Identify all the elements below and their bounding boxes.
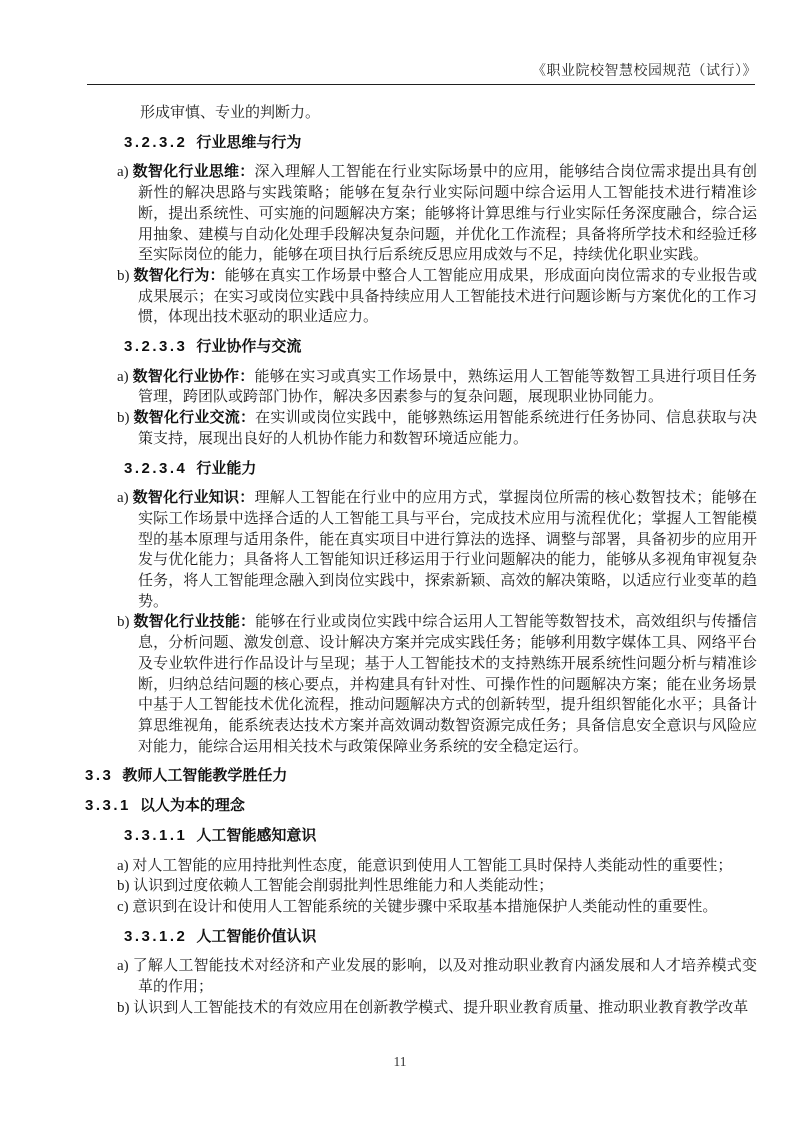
list-marker: b) [117, 999, 134, 1016]
list-item-b: b) 认识到过度依赖人工智能会削弱批判性思维能力和人类能动性； [117, 878, 554, 895]
heading-number: 3.3.1.1 [124, 826, 188, 844]
list-item-c: c) 意识到在设计和使用人工智能系统的关键步骤中采取基本措施保护人类能动性的重要性。 [117, 898, 718, 915]
item-lead-label: 数智化行业知识： [132, 489, 255, 507]
item-lead-label: 数智化行业技能： [133, 613, 256, 631]
item-lead-label: 数智化行业交流： [133, 409, 256, 427]
header-title: 《职业院校智慧校园规范（试行）》 [532, 64, 757, 79]
section-heading-3-3-1-2 [124, 927, 757, 948]
item-lead-label: 数智化行为： [133, 266, 225, 284]
list-marker: b) [117, 267, 134, 284]
list-item-a: a) 数智化行业思维：深入理解人工智能在行业实际场景中的应用，能够结合岗位需求提出具有创新性的解决思路与实践策略；能够在复杂行业实际问题中综合运用人工智能技术进行精准诊断，提出系统性、可实施的问题解决方案；能够将计算思维与行业实际任务深度融合，综合运用抽象、建模与自动化处理手段解决复杂问题，并优化工作流程；具备将所学技术和经验迁移至实际岗位的能力，能够在项目执行后系统反思应用成效与不足，持续优化职业实践。 [117, 163, 757, 264]
heading-number: 3.3 [85, 767, 114, 785]
list-item-a: a) 对人工智能的应用持批判性态度，能意识到使用人工智能工具时保持人类能动性的重要性； [117, 857, 733, 874]
item-lead-label: 数智化行业思维： [132, 163, 255, 181]
list-item-a: a) 数智化行业协作：能够在实习或真实工作场景中，熟练运用人工智能等数智工具进行项目任务管理，跨团队或跨部门协作，解决多因素参与的复杂问题，展现职业协同能力。 [117, 367, 757, 406]
list-marker: b) [117, 410, 134, 427]
page-number: 11 [393, 1054, 407, 1069]
list-marker: b) [117, 614, 134, 631]
section-heading-3-3-1 [85, 796, 757, 817]
list-item-a: a) 了解人工智能技术对经济和产业发展的影响，以及对推动职业教育内涵发展和人才培养模式变革的作用； [117, 958, 757, 996]
list-item-b: b) 认识到人工智能技术的有效应用在创新教学模式、提升职业教育质量、推动职业教育教学改革 [117, 999, 749, 1016]
list-marker: a) [117, 958, 133, 975]
heading-title: 行业协作与交流 [196, 338, 302, 356]
list-marker: b) [117, 878, 134, 895]
heading-number: 3.3.1 [85, 797, 131, 815]
heading-title: 人工智能价值认识 [196, 927, 317, 945]
list-item-b: b) 数智化行业技能：能够在行业或岗位实践中综合运用人工智能等数智技术，高效组织与传播信息，分析问题、激发创意、设计解决方案并完成实践任务；能够利用数字媒体工具、网络平台及专业软件进行作品设计与呈现；基于人工智能技术的支持熟练开展系统性问题分析与精准诊断，归纳总结问题的核心要点，并构建具有针对性、可操作性的问题解决方案；能在业务场景中基于人工智能技术优化流程，推动问题解决方式的创新转型，提升组织智能化水平；具备计算思维视角，能系统表达技术方案并高效调动数智资源完成任务；具备信息安全意识与风险应对能力，能综合运用相关技术与政策保障业务系统的安全稳定运行。 [117, 613, 757, 755]
header-rule [87, 84, 755, 85]
section-heading-3-2-3-4 [124, 459, 757, 480]
section-heading-3-2-3-2 [124, 133, 757, 154]
heading-title: 行业思维与行为 [196, 133, 302, 151]
heading-title: 教师人工智能教学胜任力 [122, 767, 288, 785]
list-marker: a) [117, 368, 133, 385]
heading-number: 3.2.3.3 [124, 338, 188, 356]
document-body [85, 103, 757, 1018]
list-marker: a) [117, 490, 133, 507]
heading-title: 行业能力 [196, 459, 257, 477]
heading-number: 3.2.3.4 [124, 459, 188, 477]
list-item-a: a) 数智化行业知识：理解人工智能在行业中的应用方式，掌握岗位所需的核心数智技术；能够在实际工作场景中选择合适的人工智能工具与平台，完成技术应用与流程优化；掌握人工智能模型的基本原理与适用条件，能在真实项目中进行算法的选择、调整与部署，具备初步的应用开发与优化能力；具备将人工智能知识迁移运用于行业问题解决的能力，能够从多视角审视复杂任务，将人工智能理念融入到岗位实践中，探索新颖、高效的解决策略，以适应行业变革的趋势。 [117, 489, 757, 610]
list-item-b: b) 数智化行为：能够在真实工作场景中整合人工智能应用成果，形成面向岗位需求的专业报告或成果展示；在实习或岗位实践中具备持续应用人工智能技术进行问题诊断与方案优化的工作习惯，体现出技术驱动的职业适应力。 [117, 266, 757, 326]
list-marker: c) [117, 898, 133, 915]
heading-number: 3.2.3.2 [124, 133, 188, 151]
list-item-b: b) 数智化行业交流：在实训或岗位实践中，能够熟练运用智能系统进行任务协同、信息获取与决策支持，展现出良好的人机协作能力和数智环境适应能力。 [117, 409, 757, 447]
list-marker: a) [117, 164, 133, 181]
heading-title: 人工智能感知意识 [196, 826, 317, 844]
heading-number: 3.3.1.2 [124, 927, 188, 945]
section-heading-3-3-1-1 [124, 826, 757, 847]
section-heading-3-2-3-3 [124, 337, 757, 358]
page-footer [0, 1054, 800, 1070]
heading-title: 以人为本的理念 [139, 797, 245, 815]
section-heading-3-3 [85, 766, 757, 787]
list-marker: a) [117, 857, 133, 874]
body-paragraph: 形成审慎、专业的判断力。 [140, 105, 321, 121]
item-lead-label: 数智化行业协作： [132, 367, 255, 385]
